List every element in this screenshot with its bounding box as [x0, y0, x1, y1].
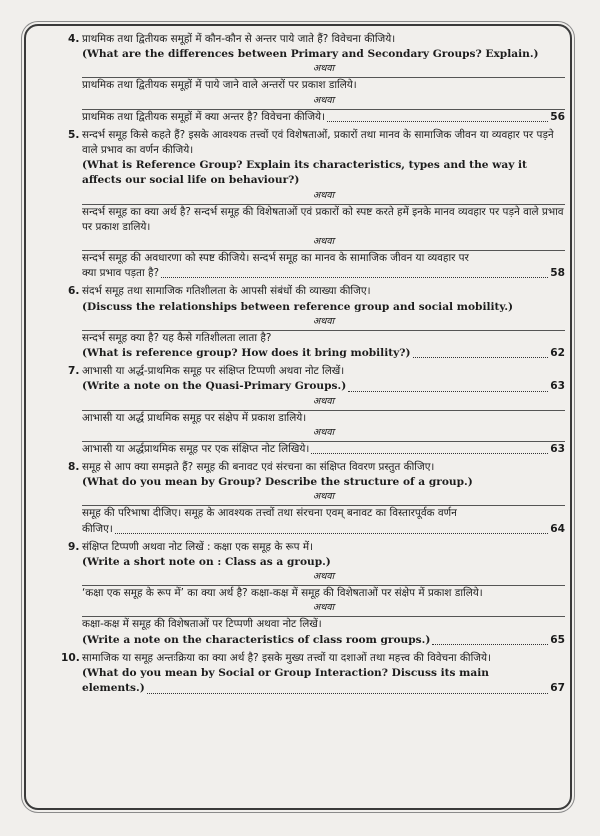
question-item: [30, 284, 565, 361]
page-number: 56: [550, 110, 565, 123]
or-separator: अथवा: [312, 602, 335, 614]
english-question-text: (What do you mean by Social or Group Interaction? Discuss its main: [82, 667, 489, 680]
page-number: 63: [550, 380, 565, 393]
question-text: प्राथमिक तथा द्वितीयक समूहों में क्या अन्तर है? विवेचना कीजिये।: [82, 110, 326, 123]
question-number: 4.: [68, 33, 80, 45]
dot-leader: [413, 357, 549, 358]
question-text: (Write a note on the characteristics of class room groups.): [82, 633, 431, 646]
or-separator: अथवा: [312, 395, 335, 407]
english-question-text: (What do you mean by Group? Describe the structure of a group.): [82, 476, 473, 489]
question-line-with-page: [82, 110, 565, 125]
hindi-question-text: संक्षिप्त टिप्पणी अथवा नोट लिखें : कक्षा एक समूह के रूप में।: [82, 540, 314, 553]
english-question-text: (What is Reference Group? Explain its characteristics, types and the way it affects our social life on behaviour?): [82, 159, 527, 187]
english-question-text: (Write a short note on : Class as a group.): [82, 556, 331, 569]
hindi-question-text: प्राथमिक तथा द्वितीयक समूहों में कौन-कौन से अन्तर पाये जाते हैं? विवेचना कीजिये।: [82, 33, 396, 45]
question-line-with-page: [82, 379, 565, 394]
hindi-question-text: सन्दर्भ समूह की अवधारणा को स्पष्ट कीजिये। सन्दर्भ समूह का मानव के सामाजिक जीवन या व्यवहार पर: [82, 252, 469, 265]
or-separator: अथवा: [312, 63, 335, 75]
question-line-with-page: [82, 266, 565, 281]
hindi-question-text: संदर्भ समूह तथा सामाजिक गतिशीलता के आपसी संबंधों की व्याख्या कीजिए।: [82, 285, 371, 298]
or-separator: अथवा: [312, 236, 335, 248]
question-line-with-page: [82, 442, 565, 457]
hindi-question-text: कक्षा-कक्ष में समूह की विशेषताओं पर टिप्पणी अथवा नोट लिखें।: [82, 618, 322, 631]
dot-leader: [161, 277, 548, 278]
or-separator: अथवा: [312, 426, 335, 438]
hindi-question-text: सन्दर्भ समूह का क्या अर्थ है? सन्दर्भ समूह की विशेषताओं एवं प्रकारों को स्पष्ट करते हमें इनके मानव व्यवहार पर पड़ने वाले प्रभाव पर प्रकाश डालिये।: [82, 205, 564, 233]
question-item: [30, 128, 565, 282]
or-separator: अथवा: [312, 189, 335, 201]
question-item: [30, 32, 565, 125]
question-text: (Write a note on the Quasi-Primary Groups.): [82, 380, 347, 393]
question-list: [30, 32, 565, 697]
dot-leader: [147, 693, 549, 694]
question-text: (What is reference group? How does it bring mobility?): [82, 347, 411, 360]
dot-leader: [348, 391, 548, 392]
question-text: आभासी या अर्द्धप्राथमिक समूह पर एक संक्षिप्त नोट लिखिये।: [82, 442, 310, 455]
question-line-with-page: [82, 681, 565, 696]
dot-leader: [432, 644, 548, 645]
page-number: 65: [550, 633, 565, 646]
page-number: 62: [550, 347, 565, 360]
or-separator: अथवा: [312, 315, 335, 327]
page-number: 58: [550, 267, 565, 280]
hindi-question-text: ‘कक्षा एक समूह के रूप में’ का क्या अर्थ है? कक्षा-कक्ष में समूह की विशेषताओं पर संक्षेप में प्रकाश डालिये।: [82, 587, 483, 600]
question-item: [30, 364, 565, 457]
question-item: [30, 651, 565, 697]
question-item: [30, 540, 565, 648]
or-separator: अथवा: [312, 571, 335, 583]
english-question-text: (Discuss the relationships between reference group and social mobility.): [82, 300, 514, 313]
page-number: 64: [550, 522, 565, 535]
question-number: 5.: [68, 128, 80, 141]
hindi-question-text: प्राथमिक तथा द्वितीयक समूहों में पाये जाने वाले अन्तरों पर प्रकाश डालिये।: [82, 79, 357, 92]
question-number: 10.: [61, 651, 80, 664]
dot-leader: [327, 121, 548, 122]
page-number: 67: [550, 682, 565, 695]
hindi-question-text: आभासी या अर्द्ध-प्राथमिक समूह पर संक्षिप्त टिप्पणी अथवा नोट लिखें।: [82, 365, 345, 378]
hindi-question-text: समूह की परिभाषा दीजिए। समूह के आवश्यक तत्त्वों तथा संरचना एवम् बनावट का विस्तारपूर्वक वर्णन: [82, 507, 457, 520]
english-question-text: (What are the differences between Primary and Secondary Groups? Explain.): [82, 48, 539, 61]
hindi-question-text: समूह से आप क्या समझते हैं? समूह की बनावट एवं संरचना का संक्षिप्त विवरण प्रस्तुत कीजिए।: [82, 461, 435, 474]
hindi-question-text: सामाजिक या समूह अन्तःक्रिया का क्या अर्थ है? इसके मुख्य तत्त्वों या दशाओं तथा महत्त्व की विवेचना कीजिये।: [82, 651, 491, 664]
hindi-question-text: सन्दर्भ समूह क्या है? यह कैसे गतिशीलता लाता है?: [82, 331, 272, 344]
or-separator: अथवा: [312, 94, 335, 106]
question-number: 9.: [68, 540, 80, 553]
question-item: [30, 460, 565, 537]
dot-leader: [311, 453, 548, 454]
dot-leader: [115, 533, 548, 534]
question-line-with-page: [82, 522, 565, 537]
hindi-question-text: सन्दर्भ समूह किसे कहते हैं? इसके आवश्यक तत्त्वों एवं विशेषताओं, प्रकारों तथा मानव के सामाजिक जीवन या व्यवहार पर पड़ने वाले प्रभाव का वर्णन कीजिये।: [82, 128, 554, 157]
question-text: कीजिए।: [82, 522, 113, 535]
question-text: क्या प्रभाव पड़ता है?: [82, 267, 159, 280]
question-number: 8.: [68, 461, 80, 474]
question-text: elements.): [82, 682, 145, 695]
page-number: 63: [550, 442, 565, 455]
question-number: 6.: [68, 285, 80, 298]
hindi-question-text: आभासी या अर्द्ध प्राथमिक समूह पर संक्षेप में प्रकाश डालिये।: [82, 411, 307, 424]
question-number: 7.: [68, 365, 80, 378]
or-separator: अथवा: [312, 491, 335, 503]
question-line-with-page: [82, 633, 565, 648]
question-line-with-page: [82, 346, 565, 361]
